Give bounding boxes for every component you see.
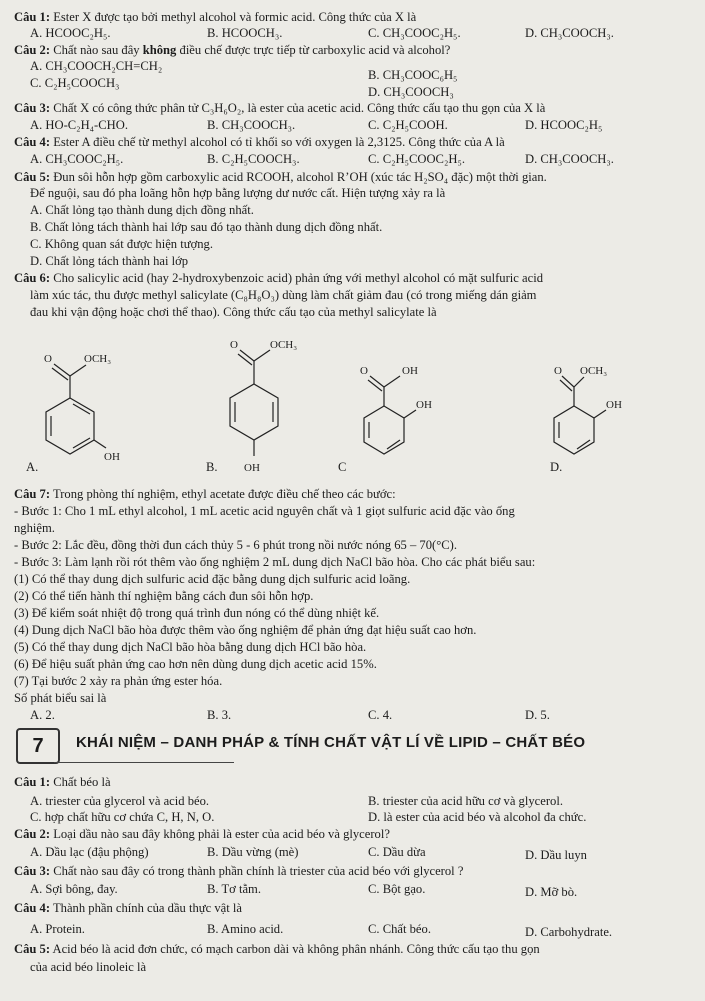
mol-c-oh-acid: OH [402, 365, 418, 377]
q2-option-d: D. CH₃COOCH₃ [368, 85, 454, 99]
q2-option-a: A. CH₃COOCH₂CH=CH₂ [30, 59, 163, 73]
q5-stem-line1: Câu 5: Đun sôi hỗn hợp gồm carboxylic acid RCOOH, alcohol R’OH (xúc tác H₂SO₄ đặc) một thời gian. [14, 170, 547, 184]
q1-option-c: C. CH₃COOC₂H₅. [368, 26, 461, 40]
mol-b-och3: OCH₃ [270, 339, 298, 351]
molecule-a [26, 340, 146, 475]
q1-option-d: D. CH₃COOCH₃. [525, 26, 614, 40]
q1-option-b: B. HCOOCH₃. [207, 26, 283, 40]
q7-statement-1: (1) Có thể thay dung dịch sulfuric acid đặc bằng dung dịch sulfuric acid loãng. [14, 572, 411, 586]
q6-stem-line3: đau khi vận động hoặc chơi thể thao). Công thức cấu tạo của methyl salicylate là [30, 305, 437, 319]
q6-stem-line1: Câu 6: Cho salicylic acid (hay 2-hydroxybenzoic acid) phản ứng với methyl alcohol có mặt sulfuric acid [14, 271, 543, 285]
q7-statement-4: (4) Dung dịch NaCl bão hòa được thêm vào ống nghiệm để phản ứng đạt hiệu suất cao hơn. [14, 623, 477, 637]
mol-c-oh-ring: OH [416, 399, 432, 411]
mol-b-carbonyl-o: O [230, 339, 238, 351]
q4-stem: Câu 4: Ester A điều chế từ methyl alcohol có tỉ khối so với oxygen là 2,3125. Công thức của A là [14, 135, 505, 149]
s3-option-a: A. Sợi bông, đay. [30, 882, 118, 896]
s3-stem: Câu 3: Chất nào sau đây có trong thành phần chính là triester của acid béo với glycerol ? [14, 864, 464, 878]
s1-option-a: A. triester của glycerol và acid béo. [30, 794, 210, 808]
q2-option-c: C. C₂H₅COOCH₃ [30, 76, 120, 90]
q5-option-b: B. Chất lỏng tách thành hai lớp sau đó tạo thành dung dịch đồng nhất. [30, 220, 383, 234]
q7-statement-2: (2) Có thể tiến hành thí nghiệm bằng cách đun sôi hỗn hợp. [14, 589, 314, 603]
q5-stem-line2: Để nguội, sau đó pha loãng hỗn hợp bằng lượng dư nước cất. Hiện tượng xảy ra là [30, 186, 446, 200]
mol-d-label: D. [550, 460, 563, 474]
q7-statement-3: (3) Để kiểm soát nhiệt độ trong quá trình đun nóng có thể dùng nhiệt kế. [14, 606, 380, 620]
s2-option-a: A. Dầu lạc (đậu phộng) [30, 845, 149, 859]
q3-stem: Câu 3: Chất X có công thức phân tử C₃H₆O₂, là ester của acetic acid. Công thức cấu tạo thu gọn của X là [14, 101, 546, 115]
molecule-d [550, 362, 680, 477]
q7-option-d: D. 5. [525, 708, 550, 722]
mol-d-och3: OCH₃ [580, 365, 608, 377]
s3-option-c: C. Bột gạo. [368, 882, 426, 896]
q7-statement-7: (7) Tại bước 2 xảy ra phản ứng ester hóa. [14, 674, 223, 688]
q1-stem: Câu 1: Ester X được tạo bởi methyl alcohol và formic acid. Công thức của X là [14, 10, 417, 24]
mol-b-oh: OH [244, 462, 260, 474]
question-label: Câu 2: [14, 827, 51, 841]
q7-step1-line1: - Bước 1: Cho 1 mL ethyl alcohol, 1 mL acetic acid nguyên chất và 1 giọt sulfuric acid đặc vào ống [14, 504, 515, 518]
s4-option-b: B. Amino acid. [207, 922, 284, 936]
q4-option-d: D. CH₃COOCH₃. [525, 152, 614, 166]
mol-a-och3: OCH₃ [84, 353, 112, 365]
question-label: Câu 4: [14, 135, 51, 149]
mol-c-carbonyl-o: O [360, 365, 368, 377]
q7-step3: - Bước 3: Làm lạnh rồi rót thêm vào ống nghiệm 2 mL dung dịch NaCl bão hòa. Cho các phát biểu sau: [14, 555, 536, 569]
q1-option-a: A. HCOOC₂H₅. [30, 26, 111, 40]
question-label: Câu 6: [14, 271, 51, 285]
q4-option-b: B. C₂H₅COOCH₃. [207, 152, 300, 166]
s1-option-d: D. là ester của acid béo và alcohol đa chức. [368, 810, 587, 824]
s4-option-c: C. Chất béo. [368, 922, 431, 936]
question-label: Câu 1: [14, 775, 51, 789]
q7-option-c: C. 4. [368, 708, 393, 722]
q2-stem [14, 43, 450, 58]
mol-a-label: A. [26, 460, 39, 474]
question-label: Câu 1: [14, 10, 51, 24]
q7-statement-5: (5) Có thể thay dung dịch NaCl bão hòa bằng dung dịch HCl bão hòa. [14, 640, 367, 654]
question-label: Câu 3: [14, 101, 51, 115]
q7-option-a: A. 2. [30, 708, 55, 722]
q4-option-a: A. CH₃COOC₂H₅. [30, 152, 124, 166]
s2-stem: Câu 2: Loại dầu nào sau đây không phải là ester của acid béo và glycerol? [14, 827, 390, 841]
mol-c-label: C [338, 460, 347, 474]
question-label: Câu 7: [14, 487, 51, 501]
q3-option-c: C. C₂H₅COOH. [368, 118, 448, 132]
q7-stem: Câu 7: Trong phòng thí nghiệm, ethyl acetate được điều chế theo các bước: [14, 487, 396, 501]
s3-option-d: D. Mỡ bò. [525, 885, 578, 899]
molecule-c [336, 362, 456, 477]
q7-step1-line2: nghiệm. [14, 521, 55, 535]
q7-question: Số phát biểu sai là [14, 691, 107, 705]
q2-stem-b: điều chế được trực tiếp từ carboxylic acid và alcohol? [179, 43, 451, 57]
section-title: KHÁI NIỆM – DANH PHÁP & TÍNH CHẤT VẬT LÍ VỀ LIPID – CHẤT BÉO [76, 734, 586, 751]
q3-option-a: A. HO-C₂H₄-CHO. [30, 118, 128, 132]
s5-stem-line1: Câu 5: Acid béo là acid đơn chức, có mạch carbon dài và không phân nhánh. Công thức cấu tạo thu gọn [14, 942, 540, 956]
question-label: Câu 3: [14, 864, 51, 878]
s4-option-a: A. Protein. [30, 922, 85, 936]
q4-option-c: C. C₂H₅COOC₂H₅. [368, 152, 465, 166]
s4-option-d: D. Carbohydrate. [525, 925, 613, 939]
q2-option-b: B. CH₃COOC₆H₅ [368, 68, 458, 82]
mol-b-label: B. [206, 460, 218, 474]
section-header [14, 728, 704, 764]
s1-option-b: B. triester của acid hữu cơ và glycerol. [368, 794, 563, 808]
q2-stem-a: Chất nào sau đây [53, 43, 140, 57]
mol-a-oh: OH [104, 451, 120, 463]
q3-option-b: B. CH₃COOCH₃. [207, 118, 296, 132]
q2-stem-bold: không [142, 43, 177, 57]
mol-a-carbonyl-o: O [44, 353, 52, 365]
section-number: 7 [16, 728, 60, 764]
q5-option-d: D. Chất lỏng tách thành hai lớp [30, 254, 189, 268]
question-label: Câu 4: [14, 901, 51, 915]
q5-option-c: C. Không quan sát được hiện tượng. [30, 237, 213, 251]
q2-label: Câu 2: [14, 43, 51, 57]
mol-d-carbonyl-o: O [554, 365, 562, 377]
s1-option-c: C. hợp chất hữu cơ chứa C, H, N, O. [30, 810, 215, 824]
q7-option-b: B. 3. [207, 708, 232, 722]
q7-step2: - Bước 2: Lắc đều, đồng thời đun cách thủy 5 - 6 phút trong nồi nước nóng 65 – 70(°C). [14, 538, 457, 552]
q6-stem-line2: làm xúc tác, thu được methyl salicylate (C₈H₈O₃) dùng làm chất giảm đau (có trong miếng dán giảm [30, 288, 537, 302]
s2-option-b: B. Dầu vừng (mè) [207, 845, 299, 859]
q7-statement-6: (6) Để hiệu suất phản ứng cao hơn nên dùng dung dịch acetic acid 15%. [14, 657, 377, 671]
mol-d-oh: OH [606, 399, 622, 411]
molecule-b [206, 332, 316, 477]
q5-option-a: A. Chất lỏng tạo thành dung dịch đồng nhất. [30, 203, 254, 217]
s4-stem: Câu 4: Thành phần chính của dầu thực vật là [14, 901, 242, 915]
s3-option-b: B. Tơ tằm. [207, 882, 262, 896]
question-label: Câu 5: [14, 942, 51, 956]
s1-stem: Câu 1: Chất béo là [14, 775, 111, 789]
q3-option-d: D. HCOOC₂H₅ [525, 118, 603, 132]
s2-option-c: C. Dầu dừa [368, 845, 426, 859]
section-underline [54, 762, 234, 763]
s2-option-d: D. Dầu luyn [525, 848, 587, 862]
question-label: Câu 5: [14, 170, 51, 184]
s5-stem-line2: của acid béo linoleic là [30, 960, 147, 974]
